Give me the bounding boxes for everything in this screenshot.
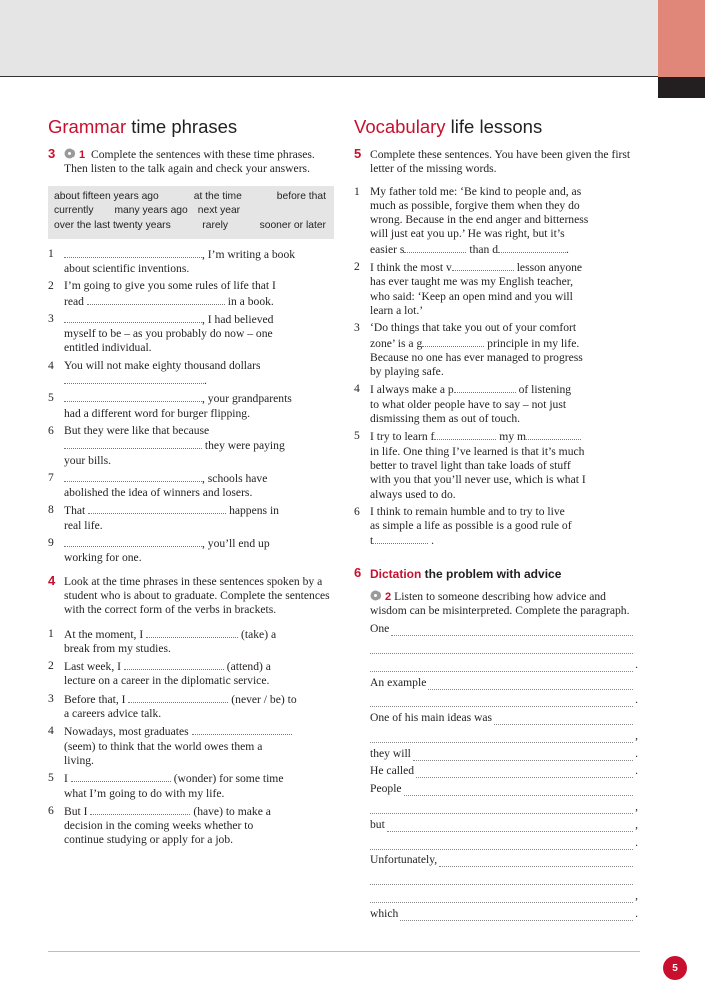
right-column bbox=[354, 116, 644, 921]
exercise-3 bbox=[48, 148, 338, 177]
answer-blank[interactable] bbox=[64, 391, 202, 402]
answer-blank[interactable] bbox=[454, 382, 516, 393]
answer-blank[interactable] bbox=[370, 802, 633, 814]
dictation-line[interactable]: . bbox=[370, 690, 638, 708]
answer-blank[interactable] bbox=[413, 749, 633, 761]
grammar-heading: Grammar time phrases bbox=[48, 116, 238, 137]
answer-blank[interactable] bbox=[64, 312, 202, 323]
dictation-line[interactable]: . bbox=[370, 654, 638, 672]
answer-blank[interactable] bbox=[87, 294, 225, 305]
dictation-line[interactable] bbox=[370, 636, 638, 654]
answer-blank[interactable] bbox=[64, 471, 202, 482]
list-item: 6 I think to remain humble and to try to live as simple a life as possible is a good rule of t . bbox=[354, 504, 572, 548]
answer-blank[interactable] bbox=[146, 627, 238, 638]
answer-blank[interactable] bbox=[90, 804, 190, 815]
answer-blank[interactable] bbox=[64, 247, 202, 258]
phrase-box: about fifteen years ago at the time before that currently many years ago next year over the last twenty years rarely sooner or later bbox=[48, 186, 334, 239]
list-item: 7 , schools have abolished the idea of winners and losers. bbox=[48, 470, 268, 500]
audio-cd-icon bbox=[370, 590, 383, 601]
answer-blank[interactable] bbox=[422, 336, 484, 347]
exercise-number: 3 bbox=[48, 146, 56, 161]
answer-blank[interactable] bbox=[404, 242, 466, 253]
exercise-4 bbox=[48, 572, 338, 618]
answer-blank[interactable] bbox=[373, 533, 428, 544]
dictation-line[interactable] bbox=[370, 867, 638, 885]
header-band bbox=[0, 0, 658, 76]
list-item: 2 I’m going to give you some rules of life that I read in a book. bbox=[48, 279, 276, 308]
track-number: 2 bbox=[385, 590, 392, 603]
corner-tab bbox=[658, 0, 705, 77]
dictation-line[interactable]: One bbox=[370, 618, 638, 636]
answer-blank[interactable] bbox=[192, 724, 292, 735]
dictation-line[interactable]: One of his main ideas was bbox=[370, 707, 638, 725]
answer-blank[interactable] bbox=[494, 713, 633, 725]
list-item: 5 I (wonder) for some time what I’m going to do with my life. bbox=[48, 771, 284, 800]
answer-blank[interactable] bbox=[434, 429, 496, 440]
list-item: 2 Last week, I (attend) a lecture on a career in the diplomatic service. bbox=[48, 659, 271, 688]
list-item: 4 You will not make eighty thousand dollars . bbox=[48, 358, 261, 388]
dictation-lines bbox=[354, 618, 638, 921]
answer-blank[interactable] bbox=[124, 659, 224, 670]
header-rule bbox=[0, 76, 705, 77]
list-item: 5 I try to learn f my m in life. One thing I’ve learned is that it’s much better to travel light than take loads of stuff with you that you’ll never use, which is what I always used to do. bbox=[354, 429, 586, 501]
answer-blank[interactable] bbox=[71, 771, 171, 782]
list-item: 9 , you’ll end up working for one. bbox=[48, 536, 270, 565]
answer-blank[interactable] bbox=[64, 536, 202, 547]
answer-blank[interactable] bbox=[370, 731, 633, 743]
list-item: 4 Nowadays, most graduates (seem) to think that the world owes them a living. bbox=[48, 724, 338, 768]
exercise-number: 6 bbox=[354, 564, 362, 580]
answer-blank[interactable] bbox=[128, 692, 228, 703]
exercise-3-items bbox=[48, 247, 338, 566]
exercise-instructions: Complete these sentences. You have been given the first letter of the missing words. bbox=[370, 148, 631, 176]
answer-blank[interactable] bbox=[64, 438, 202, 449]
exercise-number: 5 bbox=[354, 146, 362, 161]
dictation-line[interactable]: . bbox=[370, 832, 638, 850]
answer-blank[interactable] bbox=[439, 855, 633, 867]
dictation-line[interactable]: they will . bbox=[370, 746, 638, 760]
answer-blank[interactable] bbox=[391, 624, 633, 636]
list-item: 3 ‘Do things that take you out of your comfort zone’ is a g principle in my life. Because no one has ever managed to progress by playing safe. bbox=[354, 321, 583, 379]
dictation-line[interactable]: , bbox=[370, 885, 638, 903]
answer-blank[interactable] bbox=[498, 242, 566, 253]
answer-blank[interactable] bbox=[64, 373, 204, 384]
dictation-instructions: 2 Listen to someone describing how advice and wisdom can be misinterpreted. Complete the paragraph. bbox=[370, 589, 630, 618]
dictation-line[interactable]: but , bbox=[370, 817, 638, 831]
list-item: 3 , I had believed myself to be – as you probably do now – one entitled individual. bbox=[48, 311, 274, 355]
dictation-line[interactable]: , bbox=[370, 725, 638, 743]
dictation-heading: 6 Dictation the problem with advice bbox=[354, 564, 562, 581]
answer-blank[interactable] bbox=[416, 766, 633, 778]
list-item: 2 I think the most v lesson anyone has ever taught me was my English teacher, who said: ‘Keep an open mind and you will learn a lot.’ bbox=[354, 260, 583, 317]
audio-cd-icon bbox=[64, 148, 77, 159]
list-item: 1 At the moment, I (take) a break from my studies. bbox=[48, 626, 277, 655]
corner-tab-dark bbox=[658, 77, 705, 98]
vocabulary-heading: Vocabulary life lessons bbox=[354, 116, 543, 137]
exercise-4-items bbox=[48, 627, 338, 848]
answer-blank[interactable] bbox=[370, 891, 633, 903]
answer-blank[interactable] bbox=[370, 695, 633, 707]
list-item: 5 , your grandparents had a different word for burger flipping. bbox=[48, 391, 292, 420]
dictation-line[interactable]: People bbox=[370, 778, 638, 796]
list-item: 1 , I’m writing a book about scientific inventions. bbox=[48, 246, 296, 275]
left-column bbox=[48, 116, 338, 851]
answer-blank[interactable] bbox=[370, 873, 633, 885]
answer-blank[interactable] bbox=[370, 660, 633, 672]
dictation-line[interactable]: Unfortunately, bbox=[370, 850, 638, 868]
exercise-5-items bbox=[354, 185, 644, 549]
footer-rule bbox=[48, 951, 640, 952]
answer-blank[interactable] bbox=[387, 820, 633, 832]
answer-blank[interactable] bbox=[452, 260, 514, 271]
dictation-line[interactable]: An example bbox=[370, 672, 638, 690]
list-item: 4 I always make a p of listening to what older people have to say – not just dismissing them as out of touch. bbox=[354, 382, 572, 426]
answer-blank[interactable] bbox=[88, 503, 226, 514]
dictation-line[interactable]: He called . bbox=[370, 764, 638, 778]
list-item: 1 My father told me: ‘Be kind to people and, as much as possible, forgive them when they do wrong. Because in the end anger and bitterness will just eat you up.’ He was right, but it’s easier s than d . bbox=[354, 184, 589, 256]
exercise-instructions: Complete the sentences with these time phrases. Then listen to the talk again and check your answers. bbox=[64, 148, 315, 176]
dictation-line[interactable]: which . bbox=[370, 906, 638, 920]
track-number: 1 bbox=[79, 149, 86, 161]
answer-blank[interactable] bbox=[370, 838, 633, 850]
answer-blank[interactable] bbox=[526, 429, 581, 440]
exercise-5 bbox=[354, 148, 644, 177]
list-item: 6 But I (have) to make a decision in the coming weeks whether to continue studying or apply for a job. bbox=[48, 803, 271, 847]
answer-blank[interactable] bbox=[400, 909, 633, 921]
dictation-line[interactable]: , bbox=[370, 796, 638, 814]
page-number: 5 bbox=[663, 956, 687, 980]
answer-blank[interactable] bbox=[404, 784, 633, 796]
answer-blank[interactable] bbox=[428, 678, 633, 690]
exercise-number: 4 bbox=[48, 572, 56, 588]
answer-blank[interactable] bbox=[370, 642, 633, 654]
exercise-instructions: Look at the time phrases in these sentences spoken by a student who is about to graduate. Complete the sentences with the correct form of the verbs in brackets. bbox=[64, 574, 330, 617]
list-item: 3 Before that, I (never / be) to a careers advice talk. bbox=[48, 691, 297, 721]
list-item: 6 But they were like that because they were paying your bills. bbox=[48, 423, 285, 467]
list-item: 8 That happens in real life. bbox=[48, 503, 279, 532]
